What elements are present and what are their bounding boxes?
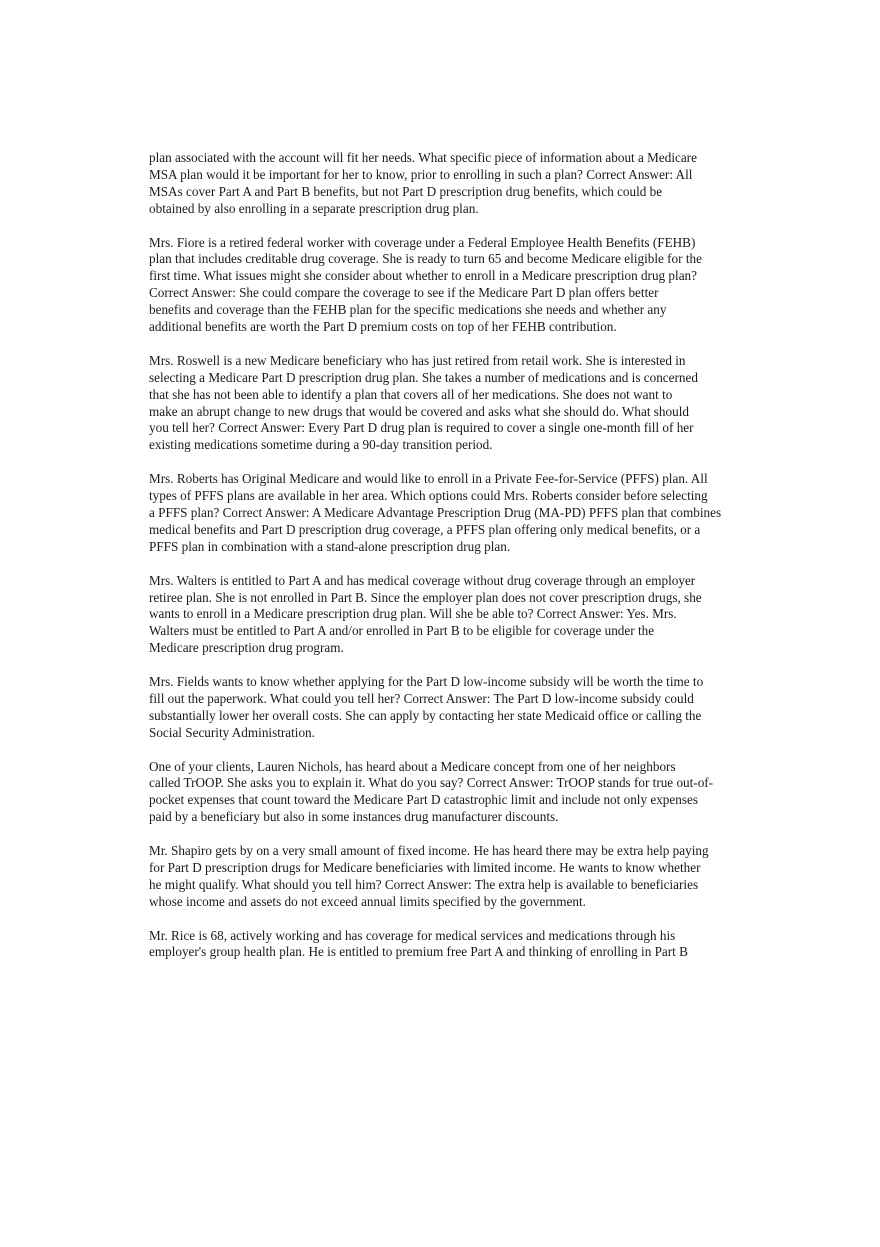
- paragraph-mr-rice: Mr. Rice is 68, actively working and has coverage for medical services and medications through his employer's group health plan. He is entitled to premium free Part A and thinking of enrolling in Part B: [149, 927, 688, 960]
- paragraph-mr-shapiro: Mr. Shapiro gets by on a very small amount of fixed income. He has heard there may be extra help paying for Part D prescription drugs for Medicare beneficiaries with limited income. He wants to know whether he might qualify. What should you tell him? Correct Answer: The extra help is available to beneficiaries whose income and assets do not exceed annual limits specified by the government.: [149, 843, 709, 909]
- paragraph-mrs-fiore: Mrs. Fiore is a retired federal worker with coverage under a Federal Employee Health Benefits (FEHB) plan that includes creditable drug coverage. She is ready to turn 65 and become Medicare eligible for the first time. What issues might she consider about whether to enroll in a Medicare prescription drug plan? Correct Answer: She could compare the coverage to see if the Medicare Part D plan offers better benefits and coverage than the FEHB plan for the specific medications she needs and whether any additional benefits are worth the Part D premium costs on top of her FEHB contribution.: [149, 234, 702, 335]
- paragraph-mrs-roswell: Mrs. Roswell is a new Medicare beneficiary who has just retired from retail work. She is interested in selecting a Medicare Part D prescription drug plan. She takes a number of medications and is concerned that she has not been able to identify a plan that covers all of her medications. She does not want to make an abrupt change to new drugs that would be covered and asks what she should do. What should you tell her? Correct Answer: Every Part D drug plan is required to cover a single one-month fill of her existing medications sometime during a 90-day transition period.: [149, 352, 698, 453]
- paragraph-msa-plan: plan associated with the account will fit her needs. What specific piece of information about a Medicare MSA plan would it be important for her to know, prior to enrolling in such a plan? Correct Answer: All MSAs cover Part A and Part B benefits, but not Part D prescription drug benefits, which could be obtained by also enrolling in a separate prescription drug plan.: [149, 150, 697, 216]
- paragraph-mrs-walters: Mrs. Walters is entitled to Part A and has medical coverage without drug coverage through an employer retiree plan. She is not enrolled in Part B. Since the employer plan does not cover prescription drugs, she wants to enroll in a Medicare prescription drug plan. Will she be able to? Correct Answer: Yes. Mrs. Walters must be entitled to Part A and/or enrolled in Part B to be eligible for coverage under the Medicare prescription drug program.: [149, 572, 702, 656]
- document-body: [149, 150, 749, 978]
- paragraph-mrs-roberts: Mrs. Roberts has Original Medicare and would like to enroll in a Private Fee-for-Service (PFFS) plan. All types of PFFS plans are available in her area. Which options could Mrs. Roberts consider before selecting a PFFS plan? Correct Answer: A Medicare Advantage Prescription Drug (MA-PD) PFFS plan that combines medical benefits and Part D prescription drug coverage, a PFFS plan offering only medical benefits, or a PFFS plan in combination with a stand-alone prescription drug plan.: [149, 471, 722, 554]
- paragraph-mrs-fields: Mrs. Fields wants to know whether applying for the Part D low-income subsidy will be worth the time to fill out the paperwork. What could you tell her? Correct Answer: The Part D low-income subsidy could substantially lower her overall costs. She can apply by contacting her state Medicaid office or calling the Social Security Administration.: [149, 674, 704, 740]
- paragraph-lauren-nichols: One of your clients, Lauren Nichols, has heard about a Medicare concept from one of her neighbors called TrOOP. She asks you to explain it. What do you say? Correct Answer: TrOOP stands for true out-of- pocket expenses that count toward the Medicare Part D catastrophic limit and include not only expenses paid by a beneficiary but also in some instances drug manufacturer discounts.: [149, 758, 714, 825]
